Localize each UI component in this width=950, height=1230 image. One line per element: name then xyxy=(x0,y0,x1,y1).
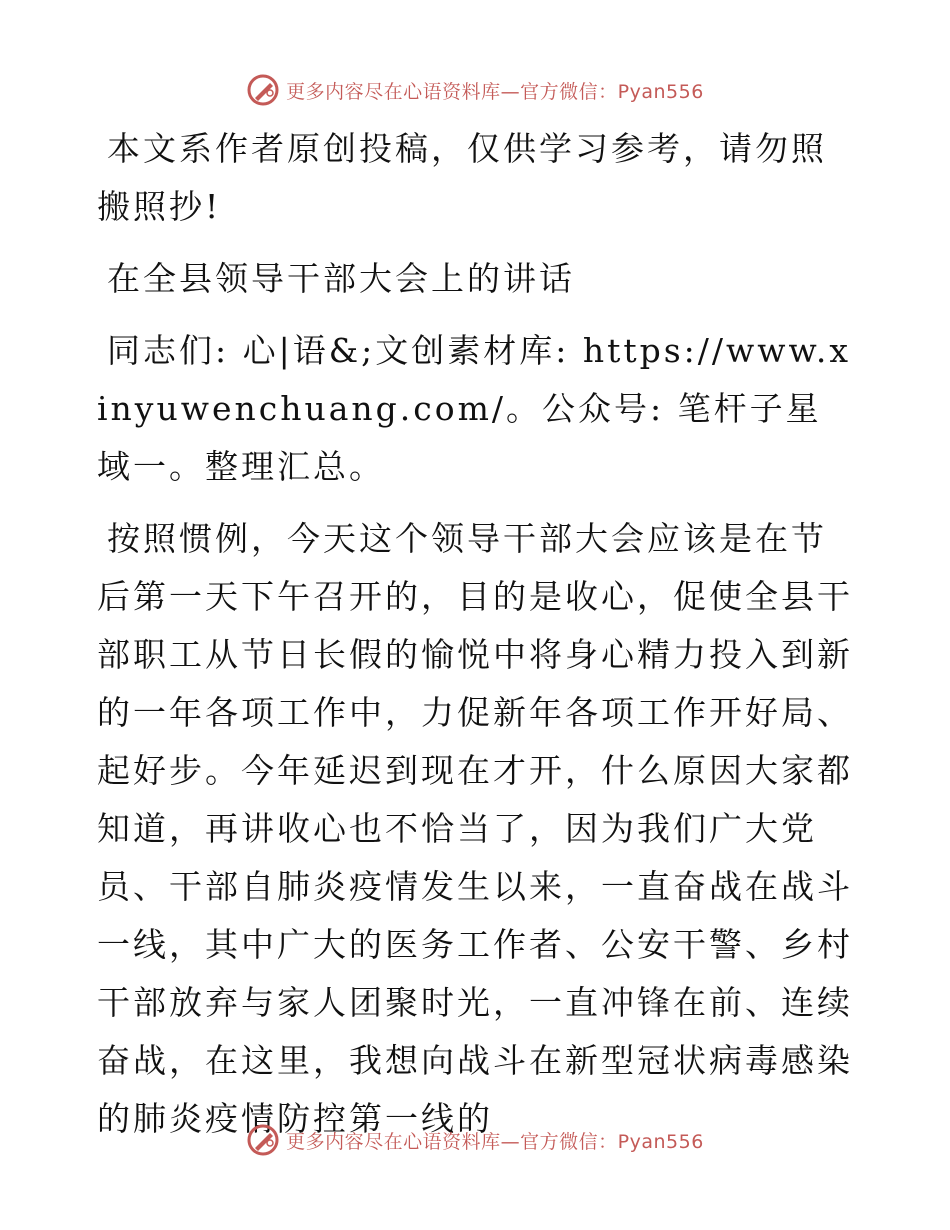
copyright-notice: 本文系作者原创投稿，仅供学习参考，请勿照搬照抄! xyxy=(97,129,827,226)
document-body xyxy=(97,120,857,1148)
footer-banner-text: 更多内容尽在心语资料库—官方微信：Pyan556 xyxy=(286,1130,704,1153)
greeting-paragraph: 同志们: 心|语&;文创素材库: https://www.xinyuwenchuang.com/。公众号: 笔杆子星域一。整理汇总。 xyxy=(97,331,851,486)
header-banner xyxy=(0,70,950,110)
body-paragraph: 按照惯例，今天这个领导干部大会应该是在节后第一天下午召开的，目的是收心，促使全县干部职工从节日长假的愉悦中将身心精力投入到新的一年各项工作中，力促新年各项工作开好局、起好步。今年延迟到现在才开，什么原因大家都知道，再讲收心也不恰当了，因为我们广大党员、干部自肺炎疫情发生以来，一直奋战在战斗一线，其中广大的医务工作者、公安干警、乡村干部放弃与家人团聚时光，一直冲锋在前、连续奋战，在这里，我想向战斗在新型冠状病毒感染的肺炎疫情防控第一线的 xyxy=(97,519,853,1138)
header-banner-text: 更多内容尽在心语资料库—官方微信：Pyan556 xyxy=(286,80,704,103)
footer-banner xyxy=(0,1120,950,1160)
pen-circle-logo-icon xyxy=(246,1123,280,1157)
pen-circle-logo-icon xyxy=(246,73,280,107)
speech-title: 在全县领导干部大会上的讲话 xyxy=(107,259,575,298)
